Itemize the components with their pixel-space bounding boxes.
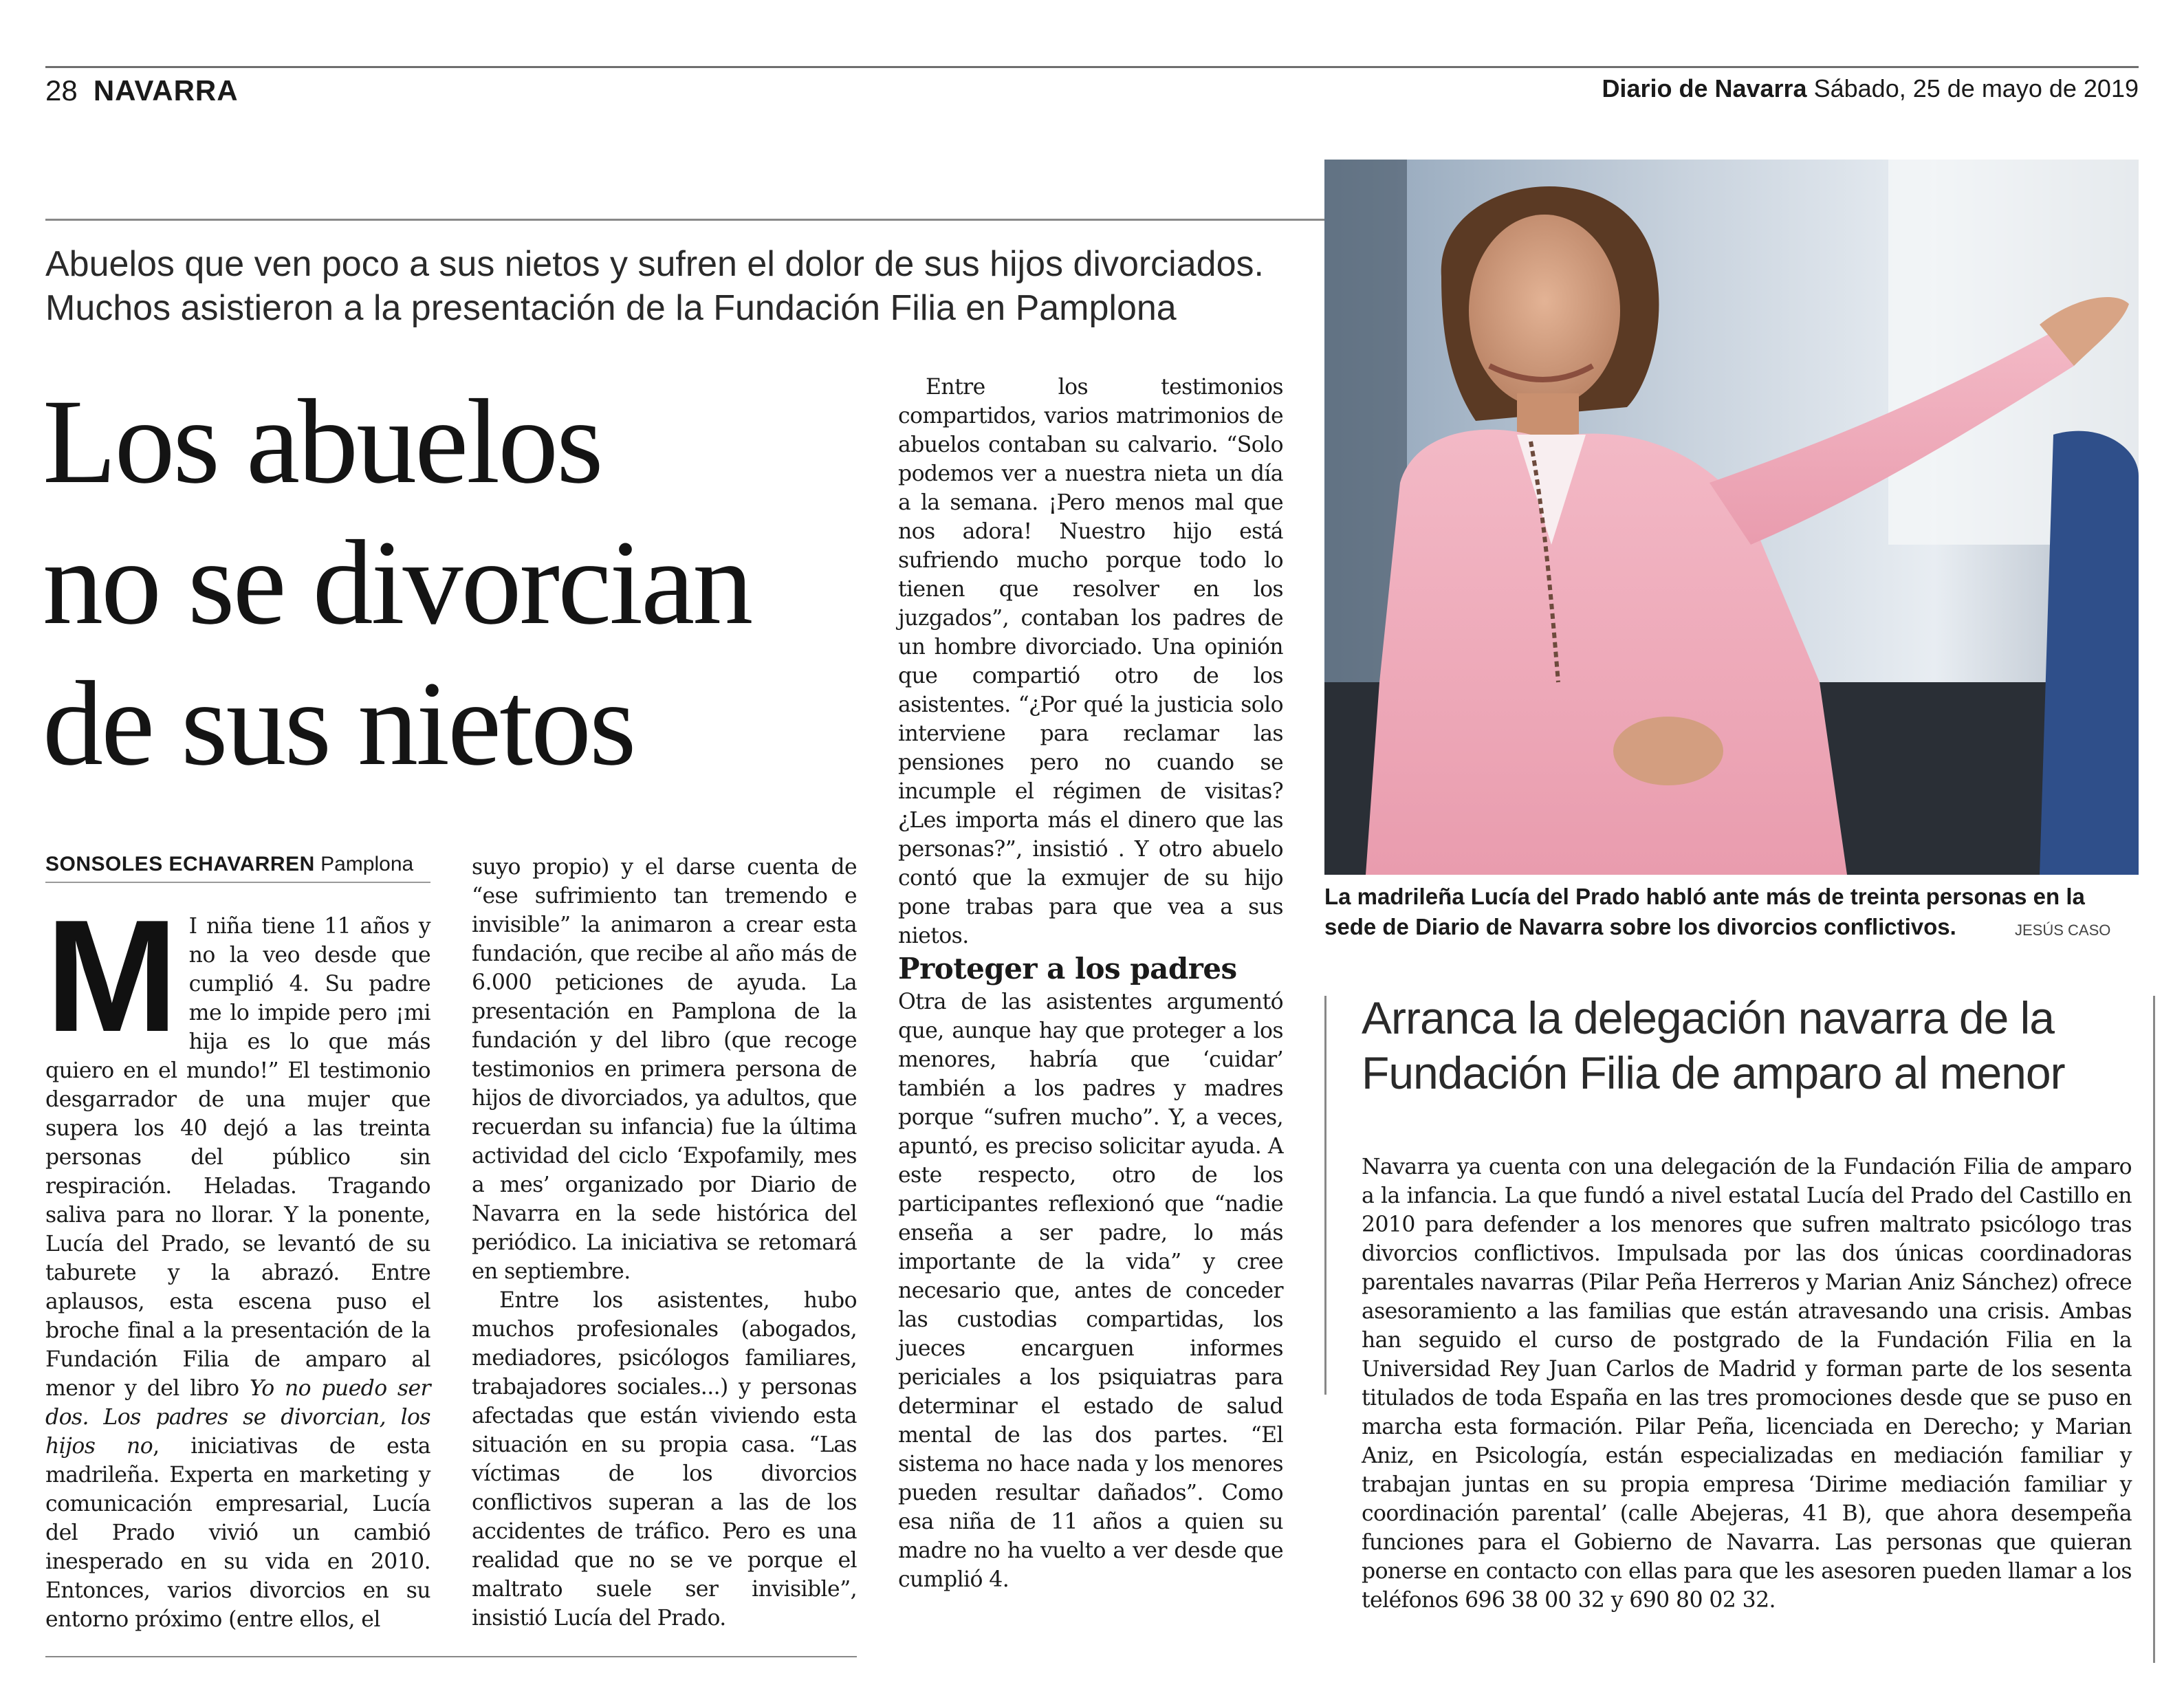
byline	[45, 853, 430, 883]
headline-line-3: de sus nietos	[43, 657, 635, 791]
article-paragraph-2: Entre los asistentes, hubo muchos profesionales (abogados, mediadores, psicólogos familiares, trabajadores sociales...) y personas afectadas que están viviendo esta situación en su propia casa. “Las víctimas de los divorcios conflictivos superan a las de los accidentes de tráfico. Pero es una realidad que no se ve porque el maltrato suele ser invisible”, insistió Lucía del Prado.	[472, 1288, 857, 1631]
paper-name: Diario de Navarra	[1602, 74, 1807, 102]
bottom-rule	[45, 1656, 857, 1657]
sidebar-rule-left	[1324, 996, 1326, 1395]
article-column-3	[898, 373, 1283, 1594]
book-title: Yo no puedo ser dos. Los padres se divorcian, los hijos no	[45, 1376, 430, 1459]
article-photo	[1324, 160, 2139, 875]
article-paragraph-1-continued: suyo propio) y el darse cuenta de “ese sufrimiento tan tremendo e invisible” la animaron a crear esta fundación, que recibe al año más de 6.000 peticiones de ayuda. La presentación en Pamplona de la fundación y del libro (que recoge testimonios en primera persona de hijos de divorciados, ya adultos, que recuerdan su infancia) fue la última actividad del ciclo ‘Expofamily, mes a mes’ organizado por Diario de Navarra en la sede histórica del periódico. La iniciativa se retomará en septiembre.	[472, 855, 857, 1284]
article-column-1	[45, 887, 430, 1634]
kicker-rule	[45, 219, 1324, 221]
article-paragraph-1	[45, 887, 430, 1634]
page-header	[45, 74, 2139, 113]
article-paragraph-3: Entre los testimonios compartidos, varios matrimonios de abuelos contaban su calvario. “Solo podemos ver a nuestra nieta un día a la semana. ¡Pero menos mal que nos adora! Nuestro hijo está sufriendo mucho porque todo lo tienen que resolver en los juzgados”, contaban los padres de un hombre divorciado. Una opinión que compartió otro de los asistentes. “¿Por qué la justicia solo interviene para reclamar las pensiones pero no cuando se incumple el régimen de visitas? ¿Les importa más el dinero que las personas?”, insistió . Y otro abuelo contó que la exmujer de su hijo pone trabas para que vea a sus nietos.	[898, 375, 1283, 948]
sidebar-body	[1362, 1153, 2132, 1615]
kicker	[45, 242, 1324, 330]
caption-text: La madrileña Lucía del Prado habló ante más de treinta personas en la sede de Diario de Navarra sobre los divorcios conflictivos.	[1324, 884, 2085, 939]
photo-illustration	[1324, 160, 2139, 875]
headline	[43, 371, 888, 794]
article-paragraph-4: Otra de las asistentes argumentó que, aunque hay que proteger a los menores, habría que ‘cuidar’ también a los padres y madres porque “sufren mucho”. Y, a veces, apuntó, es preciso solicitar ayuda. A este respecto, otro de los participantes reflexionó que “nadie enseña a ser padre, lo más importante de la vida” y cree necesario que, antes de conceder las custodias compartidas, los jueces encarguen informes periciales a los psiquiatras para determinar el estado de salud mental de las dos partes. “El sistema no hace nada y los menores pueden resultar dañados”. Como esa niña de 11 años a quien su madre no ha vuelto a ver desde que cumplió 4.	[898, 990, 1283, 1592]
headline-line-2: no se divorcian	[43, 516, 752, 650]
drop-cap: M	[45, 887, 178, 1065]
kicker-line-1: Abuelos que ven poco a sus nietos y sufren el dolor de sus hijos divorciados.	[45, 244, 1264, 284]
photo-credit: JESÚS CASO	[2015, 922, 2111, 939]
issue-date: Sábado, 25 de mayo de 2019	[1813, 74, 2139, 102]
section-name: NAVARRA	[93, 74, 239, 107]
headline-line-1: Los abuelos	[43, 375, 602, 509]
byline-author: SONSOLES ECHAVARREN	[45, 853, 315, 875]
kicker-line-2: Muchos asistieron a la presentación de la Fundación Filia en Pamplona	[45, 288, 1177, 328]
article-subhead: Proteger a los padres	[898, 952, 1237, 985]
paragraph-1-end: , iniciativas de esta madrileña. Experta en marketing y comunicación empresarial, Lucía del Prado vivió un cambió inesperado en su vida en 2010. Entonces, varios divorcios en su entorno próximo (entre ellos, el	[45, 1434, 430, 1632]
paper-date-line	[1602, 74, 2139, 103]
sidebar-paragraph: Navarra ya cuenta con una delegación de la Fundación Filia de amparo a la infancia. La que fundó a nivel estatal Lucía del Prado del Castillo en 2010 para defender a los menores que sufren maltrato psicólogo tras divorcios conflictivos. Impulsada por las dos únicas coordinadoras parentales navarras (Pilar Peña Herreros y Marian Aniz Sánchez) ofrece asesoramiento a las familias que están atravesando una crisis. Ambas han seguido el curso de postgrado de la Fundación Filia en la Universidad Rey Juan Carlos de Madrid y forman parte de los sesenta titulados de toda España en las tres promociones desde que se puso en marcha esta formación. Pilar Peña, licenciada en Derecho; y Marian Aniz, en Psicología, están especializadas en mediación familiar y trabajan juntas en su propia empresa ‘Dirime mediación familiar y coordinación parental’ (calle Abejeras, 41 B), que ahora desempeña funciones para el Gobierno de Navarra. Las personas que quieran ponerse en contacto con ellas para que les asesoren pueden llamar a los teléfonos 696 38 00 32 y 690 80 02 32.	[1362, 1155, 2132, 1613]
byline-location: Pamplona	[320, 853, 414, 875]
page-number: 28	[45, 74, 78, 107]
sidebar-rule-right	[2153, 996, 2155, 1663]
article-column-2	[472, 853, 857, 1633]
sidebar-title: Arranca la delegación navarra de la Fundación Filia de amparo al menor	[1362, 992, 2065, 1098]
paragraph-1-start: I niña tiene 11 años y no la veo desde que cumplió 4. Su padre me lo impide pero ¡mi hija es lo que más quiero en el mundo!” El testimonio desgarrador de una mujer que supera los 40 dejó a las treinta personas del público sin respiración. Heladas. Tragando saliva para no llorar. Y la ponente, Lucía del Prado, se levantó de su taburete y la abrazó. Entre aplausos, esta escena puso el broche final a la presentación de la Fundación Filia de amparo al menor y del libro	[45, 914, 430, 1401]
top-rule	[45, 66, 2139, 68]
